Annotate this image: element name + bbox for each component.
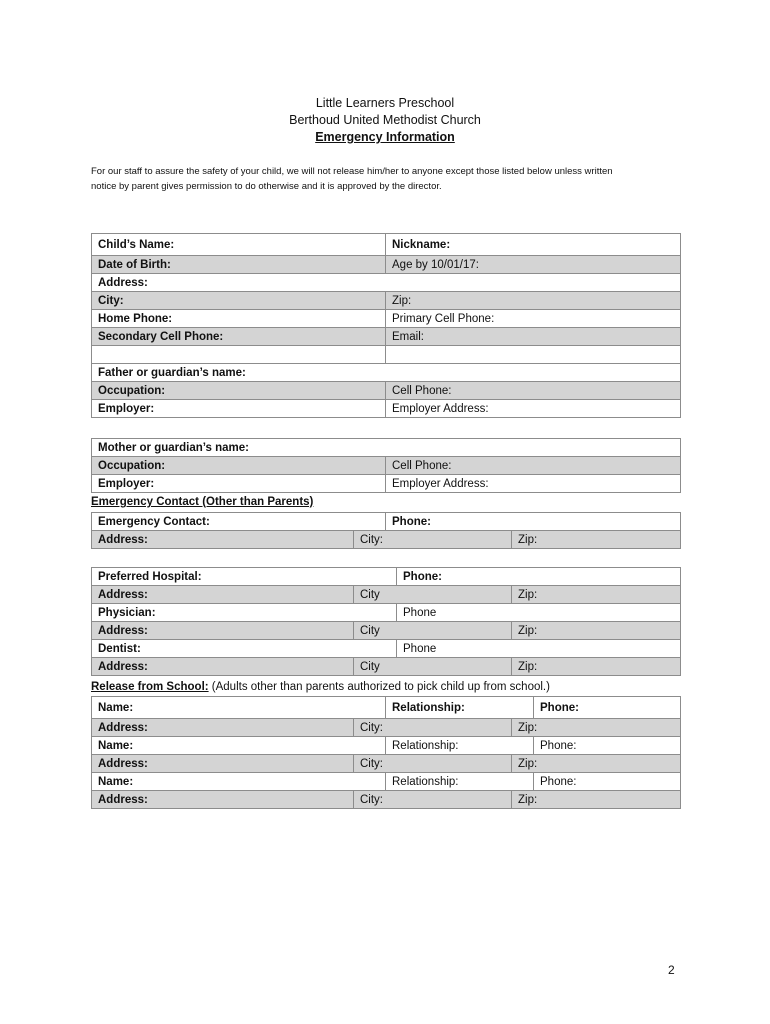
mother-info-table [91, 438, 681, 493]
medical-info-table [91, 567, 681, 676]
emergency-contact-table [91, 512, 681, 549]
mother-cell-field[interactable]: Cell Phone: [386, 457, 681, 475]
release-zip-field-3[interactable]: Zip: [512, 791, 681, 809]
release-heading: Release from School: (Adults other than parents authorized to pick child up from school.) [91, 681, 550, 693]
preferred-hospital-field[interactable]: Preferred Hospital: [92, 568, 397, 586]
release-city-field-3[interactable]: City: [354, 791, 512, 809]
church-name: Berthoud United Methodist Church [289, 113, 481, 127]
release-phone-field-1[interactable]: Phone: [534, 697, 681, 719]
hospital-zip-field[interactable]: Zip: [512, 586, 681, 604]
primary-cell-field[interactable]: Primary Cell Phone: [386, 310, 681, 328]
release-address-field-1[interactable]: Address: [92, 719, 354, 737]
release-name-field-3[interactable]: Name: [92, 773, 386, 791]
dentist-city-field[interactable]: City [354, 658, 512, 676]
secondary-cell-field[interactable]: Secondary Cell Phone: [92, 328, 386, 346]
physician-address-field[interactable]: Address: [92, 622, 354, 640]
release-note: (Adults other than parents authorized to pick child up from school.) [208, 681, 550, 693]
physician-field[interactable]: Physician: [92, 604, 397, 622]
father-employer-address-field[interactable]: Employer Address: [386, 400, 681, 418]
release-city-field-1[interactable]: City: [354, 719, 512, 737]
release-city-field-2[interactable]: City: [354, 755, 512, 773]
intro-line-2: notice by parent gives permission to do otherwise and it is approved by the director. [91, 181, 442, 192]
mother-employer-address-field[interactable]: Employer Address: [386, 475, 681, 493]
release-zip-field-2[interactable]: Zip: [512, 755, 681, 773]
dentist-zip-field[interactable]: Zip: [512, 658, 681, 676]
child-info-table [91, 233, 681, 418]
dentist-phone-field[interactable]: Phone [397, 640, 681, 658]
release-name-field-2[interactable]: Name: [92, 737, 386, 755]
father-occupation-field[interactable]: Occupation: [92, 382, 386, 400]
emergency-phone-field[interactable]: Phone: [386, 513, 681, 531]
physician-phone-field[interactable]: Phone [397, 604, 681, 622]
home-phone-field[interactable]: Home Phone: [92, 310, 386, 328]
child-city-field[interactable]: City: [92, 292, 386, 310]
father-employer-field[interactable]: Employer: [92, 400, 386, 418]
hospital-phone-field[interactable]: Phone: [397, 568, 681, 586]
emergency-contact-field[interactable]: Emergency Contact: [92, 513, 386, 531]
release-name-field-1[interactable]: Name: [92, 697, 386, 719]
mother-employer-field[interactable]: Employer: [92, 475, 386, 493]
age-field[interactable]: Age by 10/01/17: [386, 256, 681, 274]
form-title: Emergency Information [315, 130, 455, 144]
release-zip-field-1[interactable]: Zip: [512, 719, 681, 737]
blank-cell-left[interactable] [92, 346, 386, 364]
dentist-field[interactable]: Dentist: [92, 640, 397, 658]
release-phone-field-3[interactable]: Phone: [534, 773, 681, 791]
physician-city-field[interactable]: City [354, 622, 512, 640]
child-address-field[interactable]: Address: [92, 274, 681, 292]
release-address-field-2[interactable]: Address: [92, 755, 354, 773]
hospital-address-field[interactable]: Address: [92, 586, 354, 604]
mother-name-field[interactable]: Mother or guardian’s name: [92, 439, 681, 457]
childs-name-field[interactable]: Child’s Name: [92, 234, 386, 256]
school-name: Little Learners Preschool [315, 96, 455, 110]
release-relationship-field-1[interactable]: Relationship: [386, 697, 534, 719]
hospital-city-field[interactable]: City [354, 586, 512, 604]
release-relationship-field-3[interactable]: Relationship: [386, 773, 534, 791]
page-number: 2 [668, 963, 675, 977]
intro-paragraph [91, 164, 691, 194]
release-table [91, 696, 681, 809]
emergency-contact-heading: Emergency Contact (Other than Parents) [91, 496, 314, 508]
father-cell-field[interactable]: Cell Phone: [386, 382, 681, 400]
physician-zip-field[interactable]: Zip: [512, 622, 681, 640]
release-address-field-3[interactable]: Address: [92, 791, 354, 809]
emergency-city-field[interactable]: City: [354, 531, 512, 549]
mother-occupation-field[interactable]: Occupation: [92, 457, 386, 475]
child-zip-field[interactable]: Zip: [386, 292, 681, 310]
blank-cell-right[interactable] [386, 346, 681, 364]
nickname-field[interactable]: Nickname: [386, 234, 681, 256]
dentist-address-field[interactable]: Address: [92, 658, 354, 676]
release-phone-field-2[interactable]: Phone: [534, 737, 681, 755]
release-relationship-field-2[interactable]: Relationship: [386, 737, 534, 755]
date-of-birth-field[interactable]: Date of Birth: [92, 256, 386, 274]
emergency-zip-field[interactable]: Zip: [512, 531, 681, 549]
emergency-address-field[interactable]: Address: [92, 531, 354, 549]
intro-line-1: For our staff to assure the safety of your child, we will not release him/her to anyone except those listed below unless written [91, 166, 613, 177]
father-name-field[interactable]: Father or guardian’s name: [92, 364, 681, 382]
email-field[interactable]: Email: [386, 328, 681, 346]
